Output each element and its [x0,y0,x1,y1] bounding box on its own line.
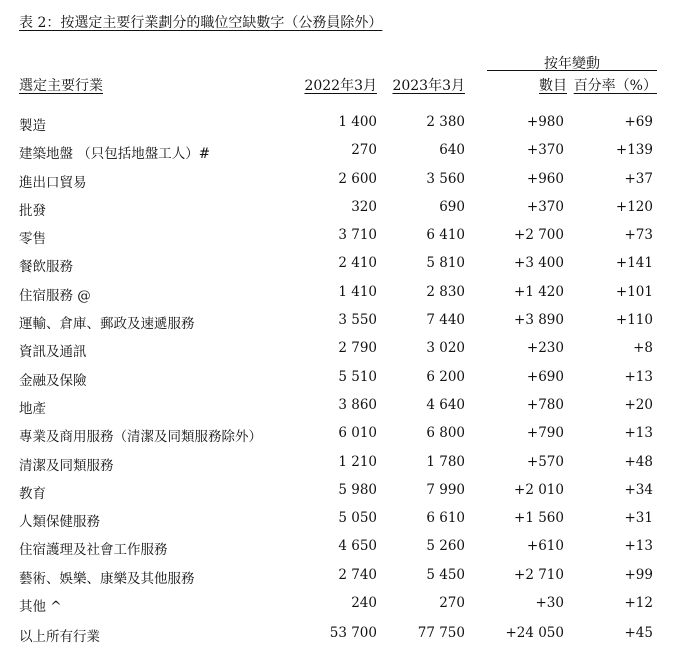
table-row [0,221,693,249]
change-number-cell: +2 700 [514,227,564,244]
march-2023-cell: 4 640 [426,396,465,413]
table-row [0,136,693,164]
change-percent-cell: +69 [624,114,653,130]
march-2023-cell: 5 260 [426,538,465,555]
table-row [0,504,693,532]
change-percent-cell: +31 [624,510,653,527]
change-percent-cell: +20 [624,396,653,413]
table-row [0,165,693,193]
change-number-cell: +370 [526,198,564,215]
march-2023-cell: 6 200 [426,368,465,385]
industry-cell: 資訊及通訊 [19,344,87,361]
march-2022-cell: 6 010 [338,425,377,442]
march-2023-cell: 5 810 [426,255,465,272]
change-number-cell: +570 [526,453,564,470]
industry-cell: 清潔及同類服務 [19,457,114,474]
march-2022-cell: 240 [351,595,377,612]
table-row [0,334,693,362]
change-percent-cell: +139 [615,142,653,159]
march-2023-cell: 270 [439,595,465,612]
industry-cell: 住宿護理及社會工作服務 [19,542,168,559]
table-row [0,391,693,419]
march-2022-cell: 1 410 [338,283,377,300]
march-2023-cell: 3 020 [426,340,465,357]
table-row [0,249,693,277]
change-group-header: 按年變動 [544,56,600,72]
table-row [0,108,693,136]
change-percent-cell: +73 [624,227,653,244]
change-percent-cell: +141 [615,255,653,272]
table-row [0,476,693,504]
table-row [0,561,693,589]
table-body [0,108,693,648]
industry-cell: 其他 ^ [19,599,62,616]
march-2023-cell: 6 800 [426,425,465,442]
total-industry-cell: 以上所有行業 [19,629,100,646]
march-2022-cell: 5 510 [338,368,377,385]
change-number-cell: +3 890 [514,312,564,329]
total-change-number-cell: +24 050 [505,625,564,642]
column-header-change-number: 數目 [539,78,567,94]
change-percent-cell: +13 [624,538,653,555]
table-row [0,278,693,306]
change-percent-cell: +34 [624,481,653,498]
table-row [0,589,693,617]
change-number-cell: +960 [526,170,564,187]
industry-cell: 專業及商用服務（清潔及同類服務除外） [19,429,262,446]
march-2023-cell: 7 990 [426,481,465,498]
march-2023-cell: 6 610 [426,510,465,527]
march-2022-cell: 3 710 [338,227,377,244]
change-percent-cell: +12 [624,595,653,612]
column-header-industry: 選定主要行業 [19,78,103,94]
column-header-change-percent: 百分率（%） [573,78,657,94]
march-2023-cell: 2 830 [426,283,465,300]
column-header-march-2022: 2022年3月 [304,78,377,94]
industry-cell: 建築地盤 （只包括地盤工人）# [19,146,211,163]
change-percent-cell: +120 [615,198,653,215]
table-row [0,532,693,560]
table-row [0,448,693,476]
change-number-cell: +2 010 [514,481,564,498]
table-row [0,363,693,391]
column-header-march-2023: 2023年3月 [392,78,465,94]
march-2023-cell: 5 450 [426,566,465,583]
change-percent-cell: +8 [633,340,653,357]
industry-cell: 住宿服務 @ [19,287,91,304]
march-2022-cell: 320 [351,198,377,215]
march-2023-cell: 3 560 [426,170,465,187]
march-2022-cell: 2 600 [338,170,377,187]
industry-cell: 教育 [19,485,46,502]
change-number-cell: +1 420 [514,283,564,300]
industry-cell: 金融及保險 [19,372,87,389]
industry-cell: 地產 [19,400,46,417]
march-2022-cell: 3 550 [338,312,377,329]
march-2023-cell: 2 380 [426,114,465,130]
change-number-cell: +2 710 [514,566,564,583]
march-2022-cell: 1 210 [338,453,377,470]
change-number-cell: +3 400 [514,255,564,272]
table-row [0,193,693,221]
change-percent-cell: +13 [624,368,653,385]
table-title: 表 2：按選定主要行業劃分的職位空缺數字（公務員除外） [19,15,383,31]
total-march-2022-cell: 53 700 [329,625,377,642]
march-2023-cell: 640 [439,142,465,159]
change-percent-cell: +101 [615,283,653,300]
table-row [0,306,693,334]
march-2022-cell: 270 [351,142,377,159]
change-percent-cell: +99 [624,566,653,583]
change-percent-cell: +48 [624,453,653,470]
total-row [0,619,693,647]
change-number-cell: +370 [526,142,564,159]
march-2022-cell: 2 740 [338,566,377,583]
march-2022-cell: 3 860 [338,396,377,413]
industry-cell: 製造 [19,118,46,134]
change-percent-cell: +37 [624,170,653,187]
march-2023-cell: 690 [439,198,465,215]
total-march-2023-cell: 77 750 [417,625,465,642]
change-number-cell: +980 [526,114,564,130]
industry-cell: 零售 [19,231,46,248]
industry-cell: 運輸、倉庫、郵政及速遞服務 [19,316,195,333]
industry-cell: 藝術、娛樂、康樂及其他服務 [19,570,195,587]
march-2022-cell: 5 050 [338,510,377,527]
march-2022-cell: 2 790 [338,340,377,357]
change-number-cell: +780 [526,396,564,413]
total-change-percent-cell: +45 [624,625,653,642]
table-row [0,419,693,447]
march-2023-cell: 6 410 [426,227,465,244]
change-number-cell: +790 [526,425,564,442]
change-number-cell: +1 560 [514,510,564,527]
march-2022-cell: 5 980 [338,481,377,498]
change-percent-cell: +110 [615,312,653,329]
industry-cell: 人類保健服務 [19,514,100,531]
march-2022-cell: 1 400 [338,114,377,130]
march-2022-cell: 2 410 [338,255,377,272]
change-number-cell: +30 [535,595,564,612]
march-2023-cell: 7 440 [426,312,465,329]
change-group-divider [487,70,657,71]
change-percent-cell: +13 [624,425,653,442]
change-number-cell: +690 [526,368,564,385]
change-number-cell: +230 [526,340,564,357]
march-2023-cell: 1 780 [426,453,465,470]
change-number-cell: +610 [526,538,564,555]
industry-cell: 餐飲服務 [19,259,73,276]
industry-cell: 進出口貿易 [19,174,87,191]
industry-cell: 批發 [19,202,46,219]
march-2022-cell: 4 650 [338,538,377,555]
